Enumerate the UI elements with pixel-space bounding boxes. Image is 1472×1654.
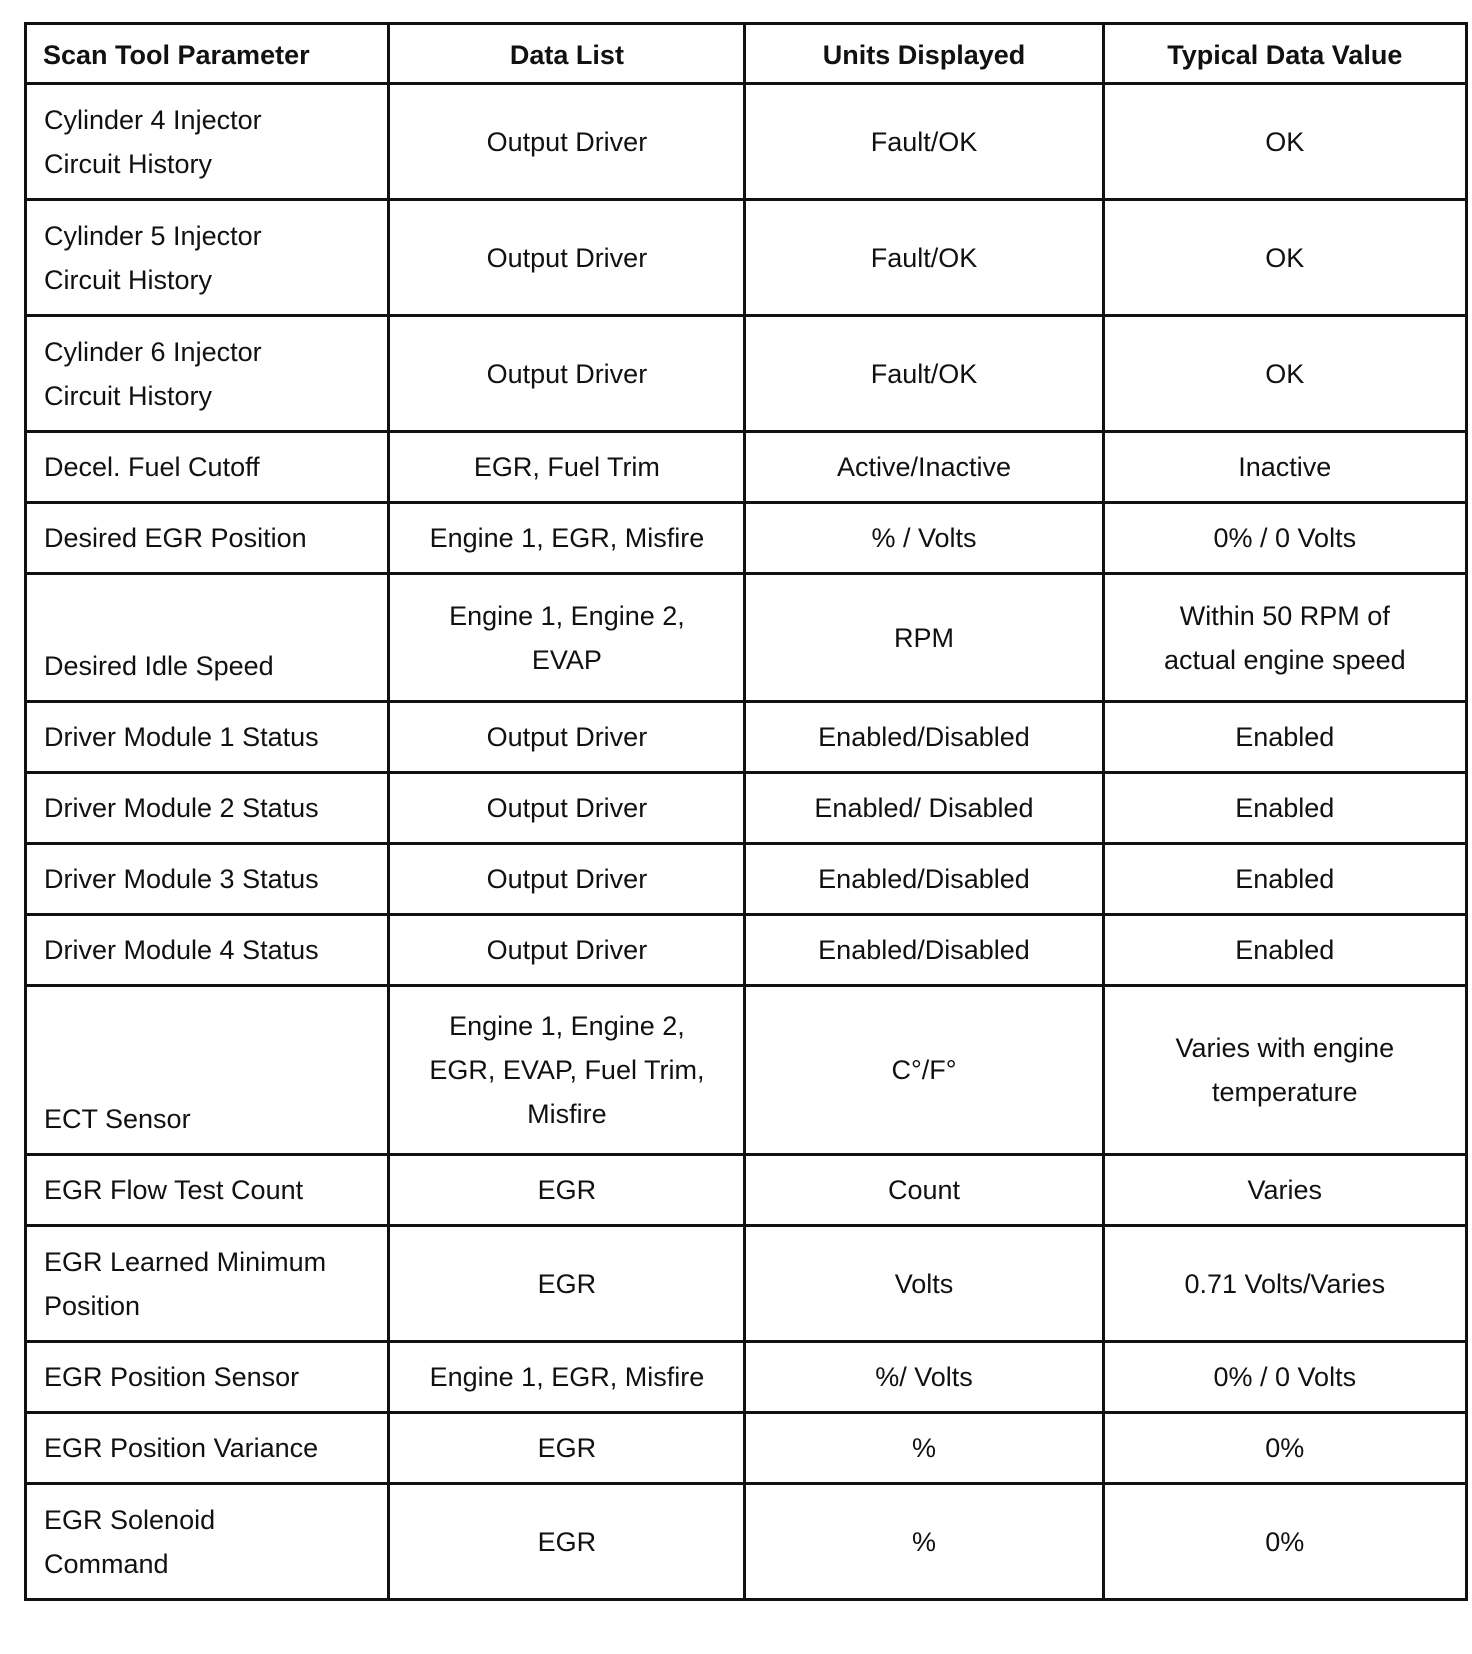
typical-value-cell: Enabled (1103, 702, 1466, 773)
data-list-cell: Engine 1, Engine 2, EGR, EVAP, Fuel Trim, Misfire (389, 986, 745, 1155)
data-list-cell: Output Driver (389, 702, 745, 773)
scan-tool-parameter-table (24, 22, 1468, 1601)
column-header-typical-data-value: Typical Data Value (1103, 24, 1466, 84)
column-header-scan-tool-parameter: Scan Tool Parameter (26, 24, 389, 84)
typical-value-cell: Enabled (1103, 915, 1466, 986)
parameter-cell: ECT Sensor (26, 986, 389, 1155)
column-header-data-list: Data List (389, 24, 745, 84)
table-row (26, 702, 1467, 773)
data-list-cell: Output Driver (389, 316, 745, 432)
table-row (26, 574, 1467, 702)
units-cell: Enabled/Disabled (745, 844, 1103, 915)
data-list-cell: Output Driver (389, 84, 745, 200)
column-header-units-displayed: Units Displayed (745, 24, 1103, 84)
units-cell: Enabled/ Disabled (745, 773, 1103, 844)
parameter-cell: EGR Solenoid Command (26, 1484, 389, 1600)
units-cell: Volts (745, 1226, 1103, 1342)
table-row (26, 1155, 1467, 1226)
data-list-cell: Engine 1, EGR, Misfire (389, 1342, 745, 1413)
table-row (26, 200, 1467, 316)
typical-value-cell: Within 50 RPM of actual engine speed (1103, 574, 1466, 702)
parameter-cell: Cylinder 4 Injector Circuit History (26, 84, 389, 200)
units-cell: % / Volts (745, 503, 1103, 574)
table-row (26, 1226, 1467, 1342)
parameter-cell: EGR Learned Minimum Position (26, 1226, 389, 1342)
data-list-cell: EGR (389, 1484, 745, 1600)
table-row (26, 84, 1467, 200)
data-list-cell: Output Driver (389, 773, 745, 844)
table-row (26, 986, 1467, 1155)
parameter-cell: Cylinder 5 Injector Circuit History (26, 200, 389, 316)
units-cell: Count (745, 1155, 1103, 1226)
table-row (26, 432, 1467, 503)
typical-value-cell: Varies with engine temperature (1103, 986, 1466, 1155)
parameter-cell: Driver Module 3 Status (26, 844, 389, 915)
units-cell: Enabled/Disabled (745, 702, 1103, 773)
parameter-cell: Desired Idle Speed (26, 574, 389, 702)
table-row (26, 503, 1467, 574)
typical-value-cell: Varies (1103, 1155, 1466, 1226)
data-list-cell: Output Driver (389, 844, 745, 915)
table-row (26, 316, 1467, 432)
units-cell: C°/F° (745, 986, 1103, 1155)
typical-value-cell: 0.71 Volts/Varies (1103, 1226, 1466, 1342)
units-cell: Enabled/Disabled (745, 915, 1103, 986)
typical-value-cell: OK (1103, 316, 1466, 432)
typical-value-cell: Enabled (1103, 773, 1466, 844)
table-row (26, 1484, 1467, 1600)
table-header-row (26, 24, 1467, 84)
data-list-cell: EGR (389, 1155, 745, 1226)
parameter-cell: Driver Module 1 Status (26, 702, 389, 773)
parameter-cell: EGR Position Sensor (26, 1342, 389, 1413)
parameter-cell: Desired EGR Position (26, 503, 389, 574)
typical-value-cell: OK (1103, 200, 1466, 316)
parameter-cell: EGR Flow Test Count (26, 1155, 389, 1226)
parameter-cell: Driver Module 2 Status (26, 773, 389, 844)
data-list-cell: EGR, Fuel Trim (389, 432, 745, 503)
table-row (26, 1413, 1467, 1484)
units-cell: % (745, 1413, 1103, 1484)
table-row (26, 773, 1467, 844)
typical-value-cell: 0% (1103, 1484, 1466, 1600)
typical-value-cell: Inactive (1103, 432, 1466, 503)
parameter-cell: EGR Position Variance (26, 1413, 389, 1484)
typical-value-cell: OK (1103, 84, 1466, 200)
typical-value-cell: 0% / 0 Volts (1103, 503, 1466, 574)
data-list-cell: EGR (389, 1413, 745, 1484)
typical-value-cell: 0% / 0 Volts (1103, 1342, 1466, 1413)
units-cell: Fault/OK (745, 84, 1103, 200)
data-list-cell: Engine 1, Engine 2, EVAP (389, 574, 745, 702)
data-list-cell: Output Driver (389, 200, 745, 316)
units-cell: Active/Inactive (745, 432, 1103, 503)
units-cell: RPM (745, 574, 1103, 702)
table-row (26, 915, 1467, 986)
units-cell: % (745, 1484, 1103, 1600)
data-list-cell: Output Driver (389, 915, 745, 986)
table-row (26, 1342, 1467, 1413)
units-cell: Fault/OK (745, 200, 1103, 316)
typical-value-cell: 0% (1103, 1413, 1466, 1484)
table-row (26, 844, 1467, 915)
parameter-cell: Driver Module 4 Status (26, 915, 389, 986)
units-cell: Fault/OK (745, 316, 1103, 432)
data-list-cell: Engine 1, EGR, Misfire (389, 503, 745, 574)
data-list-cell: EGR (389, 1226, 745, 1342)
units-cell: %/ Volts (745, 1342, 1103, 1413)
typical-value-cell: Enabled (1103, 844, 1466, 915)
parameter-cell: Cylinder 6 Injector Circuit History (26, 316, 389, 432)
parameter-cell: Decel. Fuel Cutoff (26, 432, 389, 503)
